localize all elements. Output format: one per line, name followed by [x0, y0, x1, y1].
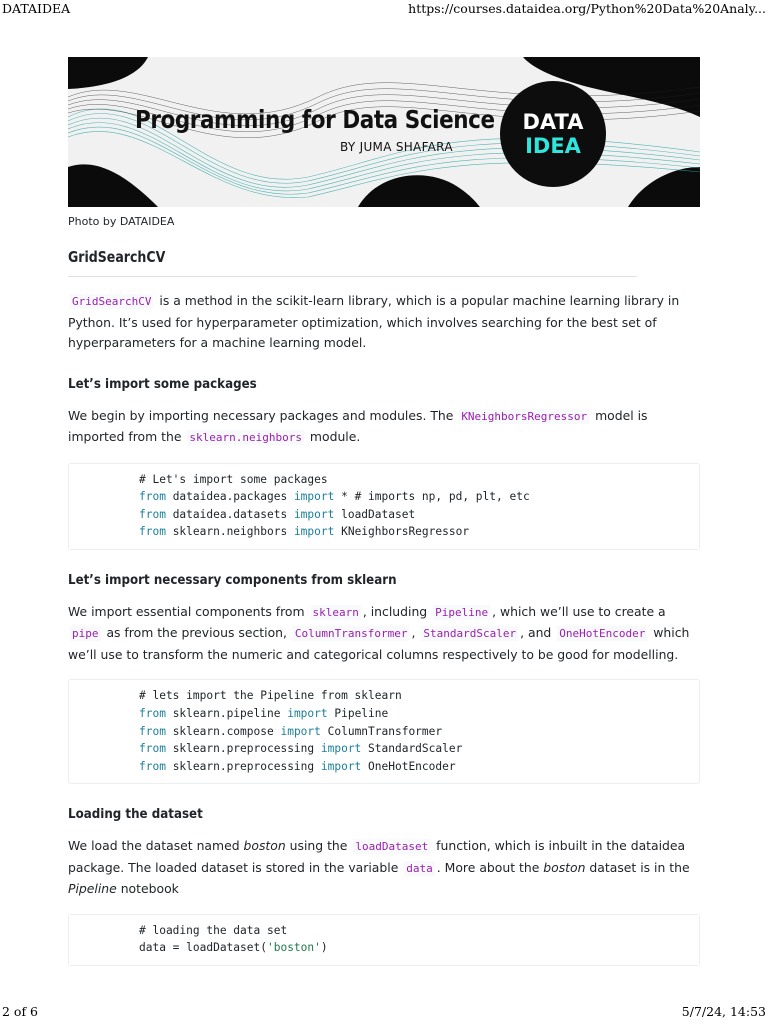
inline-code: sklearn: [312, 605, 359, 619]
logo-text-idea: IDEA: [525, 134, 581, 158]
dataidea-logo: [500, 81, 606, 187]
article-content: [68, 57, 700, 966]
banner-byline: BY JUMA SHAFARA: [340, 140, 453, 154]
inline-code: pipe: [72, 627, 99, 641]
page-number: 2 of 6: [2, 1004, 39, 1019]
section-title: GridSearchCV: [68, 248, 637, 277]
inline-code: Pipeline: [435, 605, 489, 619]
inline-code: sklearn.neighbors: [189, 431, 302, 444]
inline-code: data: [406, 861, 433, 875]
print-datetime: 5/7/24, 14:53: [681, 1004, 766, 1019]
components-heading: Let’s import necessary components from sklearn: [68, 571, 397, 588]
banner-image: [68, 57, 700, 207]
inline-code: KNeighborsRegressor: [461, 409, 588, 423]
code-comment: # lets import the Pipeline from sklearn: [139, 689, 402, 703]
print-header: [0, 0, 768, 20]
banner-title: Programming for Data Science: [135, 105, 495, 134]
components-paragraph: We import essential components from sklearn , including Pipeline , which we’ll use to create a pipe as from the previous section, ColumnTransformer , StandardScaler , and OneHotEncoder which we’ll use to transform the numeric and categorical columns respectively to be good for modelling.: [68, 603, 690, 662]
print-header-site: DATAIDEA: [2, 1, 71, 16]
inline-code: loadDataset: [355, 840, 429, 854]
inline-code: ColumnTransformer: [294, 627, 408, 641]
inline-code: OneHotEncoder: [559, 627, 646, 641]
intro-paragraph: GridSearchCV is a method in the scikit-learn library, which is a popular machine learning library in Python. It’s used for hyperparameter optimization, which involves searching for the best set of hyperparameters for a machine learning model.: [68, 293, 680, 350]
logo-text-data: DATA: [522, 110, 584, 134]
print-footer: [0, 1002, 768, 1024]
import-paragraph: We begin by importing necessary packages and modules. The KNeighborsRegressor model is imported from the sklearn.neighbors module.: [68, 407, 648, 444]
code-block-load-dataset[interactable]: # loading the data set data = loadDataset('boston'): [68, 914, 700, 966]
code-block-imports[interactable]: # Let's import some packages from dataidea.packages import * # imports np, pd, plt, etc from dataidea.datasets import loadDataset from sklearn.neighbors import KNeighborsRegressor: [68, 463, 700, 550]
inline-code: GridSearchCV: [72, 295, 152, 308]
print-header-url[interactable]: https://courses.dataidea.org/Python%20Data%20Analy...: [408, 1, 766, 16]
dataset-paragraph: We load the dataset named boston using the loadDataset function, which is inbuilt in the dataidea package. The loaded dataset is stored in the variable data . More about the boston dataset is in the Pipeline notebook: [68, 838, 690, 897]
code-comment: # Let's import some packages: [139, 472, 328, 486]
dataset-heading: Loading the dataset: [68, 806, 203, 823]
import-heading: Let’s import some packages: [68, 375, 257, 392]
code-comment: # loading the data set: [139, 923, 288, 937]
image-caption: Photo by DATAIDEA: [68, 215, 175, 228]
code-block-sklearn[interactable]: # lets import the Pipeline from sklearn from sklearn.pipeline import Pipeline from sklearn.compose import ColumnTransformer from sklearn.preprocessing import StandardScaler from sklearn.preprocessing import OneHotEncoder: [68, 679, 700, 784]
inline-code: StandardScaler: [423, 627, 517, 641]
